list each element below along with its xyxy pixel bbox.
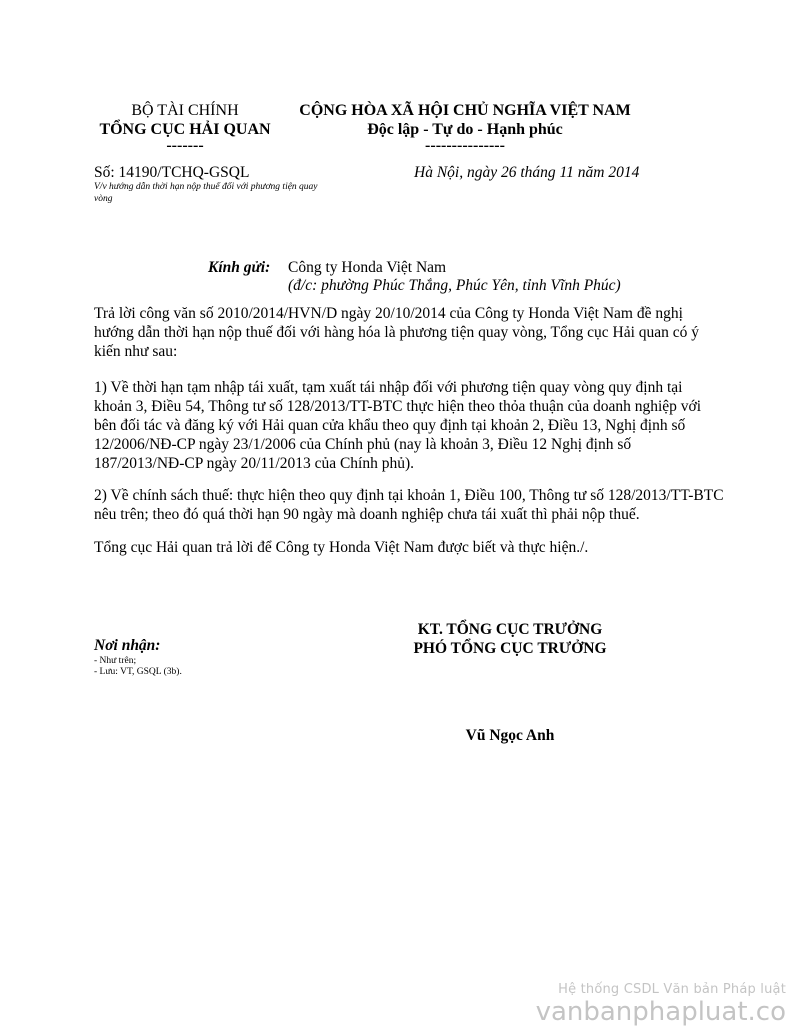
department-name: TỔNG CỤC HẢI QUAN — [99, 121, 271, 138]
signer-title: PHÓ TỔNG CỤC TRƯỞNG — [413, 640, 607, 657]
recipients-list-title: Nơi nhận: — [94, 637, 161, 654]
left-header-divider: ------- — [166, 137, 204, 154]
agency-header — [80, 101, 290, 153]
body-item-1-paragraph: 1) Về thời hạn tạm nhập tái xuất, tạm xuất tái nhập đối với phương tiện quay vòng quy định tại khoản 3, Điều 54, Thông tư số 128/2013/TT-BTC thực hiện theo thỏa thuận của doanh nghiệp với bên đối tác và đăng ký với Hải quan cửa khẩu theo quy định tại khoản 2, Điều 13, Nghị định số 12/2006/NĐ-CP ngày 23/1/2006 của Chính phủ (nay là khoản 3, Điều 12 Nghị định số 187/2013/NĐ-CP ngày 20/11/2013 của Chính phủ). — [94, 379, 702, 472]
signature-block — [380, 620, 640, 658]
watermark-domain: vanbanphapluat.co — [535, 997, 786, 1027]
recipient-name: Công ty Honda Việt Nam — [288, 259, 447, 276]
ministry-name: BỘ TÀI CHÍNH — [131, 102, 239, 119]
signer-authority: KT. TỔNG CỤC TRƯỞNG — [417, 621, 603, 638]
document-number: Số: 14190/TCHQ-GSQL — [94, 164, 250, 181]
body-intro-paragraph: Trả lời công văn số 2010/2014/HVN/D ngày 20/10/2014 của Công ty Honda Việt Nam đề nghị hướng dẫn thời hạn nộp thuế đối với hàng hóa là phương tiện quay vòng, Tổng cục Hải quan có ý kiến như sau: — [94, 305, 700, 360]
watermark-tagline: Hệ thống CSDL Văn bản Pháp luật — [558, 982, 786, 997]
recipient-label: Kính gửi: — [208, 259, 271, 276]
right-header-divider: --------------- — [425, 137, 505, 154]
site-watermark — [536, 982, 786, 1027]
recipient-address: (đ/c: phường Phúc Thắng, Phúc Yên, tỉnh Vĩnh Phúc) — [288, 277, 621, 294]
body-closing-paragraph: Tổng cục Hải quan trả lời để Công ty Honda Việt Nam được biết và thực hiện./. — [94, 539, 589, 556]
national-header — [290, 101, 640, 153]
country-name: CỘNG HÒA XÃ HỘI CHỦ NGHĨA VIỆT NAM — [299, 102, 631, 119]
recipients-list-item: - Như trên; — [94, 656, 137, 666]
signer-name: Vũ Ngọc Anh — [465, 727, 555, 744]
place-and-date: Hà Nội, ngày 26 tháng 11 năm 2014 — [414, 164, 640, 181]
national-motto: Độc lập - Tự do - Hạnh phúc — [367, 121, 563, 138]
body-item-2-paragraph: 2) Về chính sách thuế: thực hiện theo quy định tại khoản 1, Điều 100, Thông tư số 128/2013/TT-BTC nêu trên; theo đó quá thời hạn 90 ngày mà doanh nghiệp chưa tái xuất thì phải nộp thuế. — [94, 487, 724, 523]
document-summary: V/v hướng dẫn thời hạn nộp thuế đối với phương tiện quay vòng — [94, 182, 318, 204]
recipients-list — [94, 656, 182, 678]
recipients-list-item: - Lưu: VT, GSQL (3b). — [94, 667, 182, 677]
